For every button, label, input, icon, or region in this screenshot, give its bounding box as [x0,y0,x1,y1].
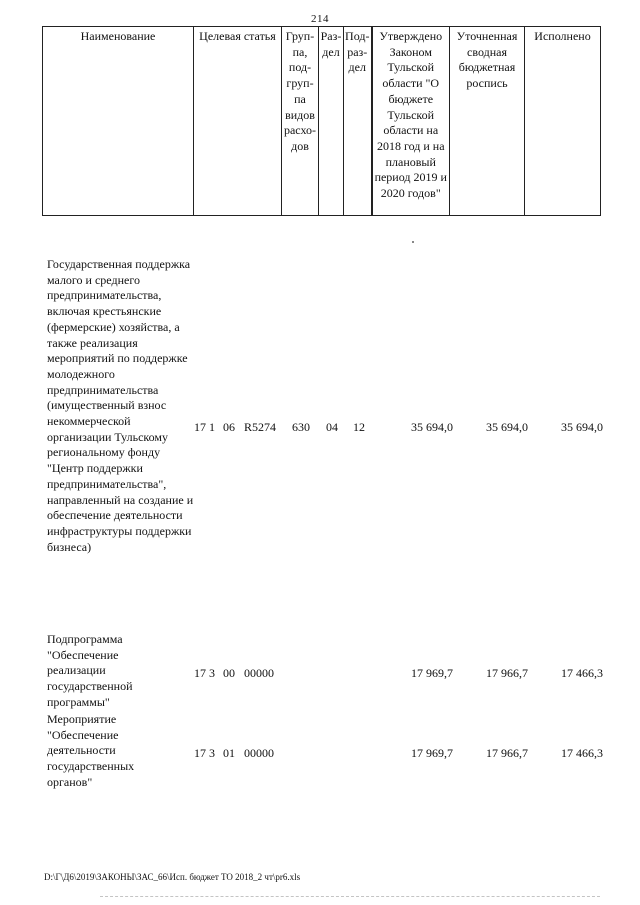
row-code-program: 17 [194,666,206,680]
column-header-executed: Исполнено [525,27,601,216]
row-specified: 17 966,7 [486,666,528,680]
column-header-specified: Уточненная сводная бюджетная роспись [450,27,525,216]
row-executed: 35 694,0 [561,420,603,434]
table-row [0,712,640,792]
row-specified: 17 966,7 [486,746,528,760]
row-specified: 35 694,0 [486,420,528,434]
scan-speck [412,241,414,243]
row-code-event: 00 [223,666,235,680]
row-section: 04 [326,420,338,434]
row-name: Подпрограмма "Обеспечение реализации государственной программы" [47,632,133,709]
table-header [42,26,601,216]
table-row [0,632,640,712]
row-name: Мероприятие "Обеспечение деятельности государственных органов" [47,712,135,789]
row-name: Государственная поддержка малого и среднего предпринимательства, включая крестьянские (фермерские) хозяйства, а также реализация мероприятий по поддержке молодежного предпринимательства (имущественный взнос некоммерческой организации Тульскому региональному фонду "Центр поддержки предпринимательства", направленный на создание и обеспечение деятельности инфраструктуры поддержки бизнеса) [47,257,194,554]
row-code-direction: 00000 [244,746,274,760]
row-code-program: 17 [194,420,206,434]
row-code-program: 17 [194,746,206,760]
row-executed: 17 466,3 [561,666,603,680]
row-approved: 35 694,0 [411,420,453,434]
page-number: 214 [311,13,329,25]
row-group: 630 [292,420,310,434]
column-header-group: Груп-па, под-груп-па видов расхо-дов [282,27,319,216]
row-code-event: 01 [223,746,235,760]
row-approved: 17 969,7 [411,666,453,680]
file-path-footer: D:\Г\Д6\2019\ЗАКОНЫ\ЗАС_66\Исп. бюджет ТО 2018_2 чт\pr6.xls [44,872,301,882]
row-code-subprogram: 1 [209,420,215,434]
row-code-direction: R5274 [244,420,277,434]
column-header-subsection: Под-раз-дел [344,27,372,216]
row-code-subprogram: 3 [209,666,215,680]
row-code-subprogram: 3 [209,746,215,760]
scan-artifact-line [100,896,600,898]
row-subsection: 12 [353,420,365,434]
column-header-approved: Утверждено Законом Тульской области "О бюджете Тульской области на 2018 год и на плановый период 2019 и 2020 годов" [372,27,450,216]
table-row [0,257,640,597]
column-header-section: Раз-дел [319,27,344,216]
row-approved: 17 969,7 [411,746,453,760]
row-code-event: 06 [223,420,235,434]
column-header-target: Целевая статья [194,27,282,216]
row-executed: 17 466,3 [561,746,603,760]
column-header-name: Наименование [43,27,194,216]
row-code-direction: 00000 [244,666,274,680]
